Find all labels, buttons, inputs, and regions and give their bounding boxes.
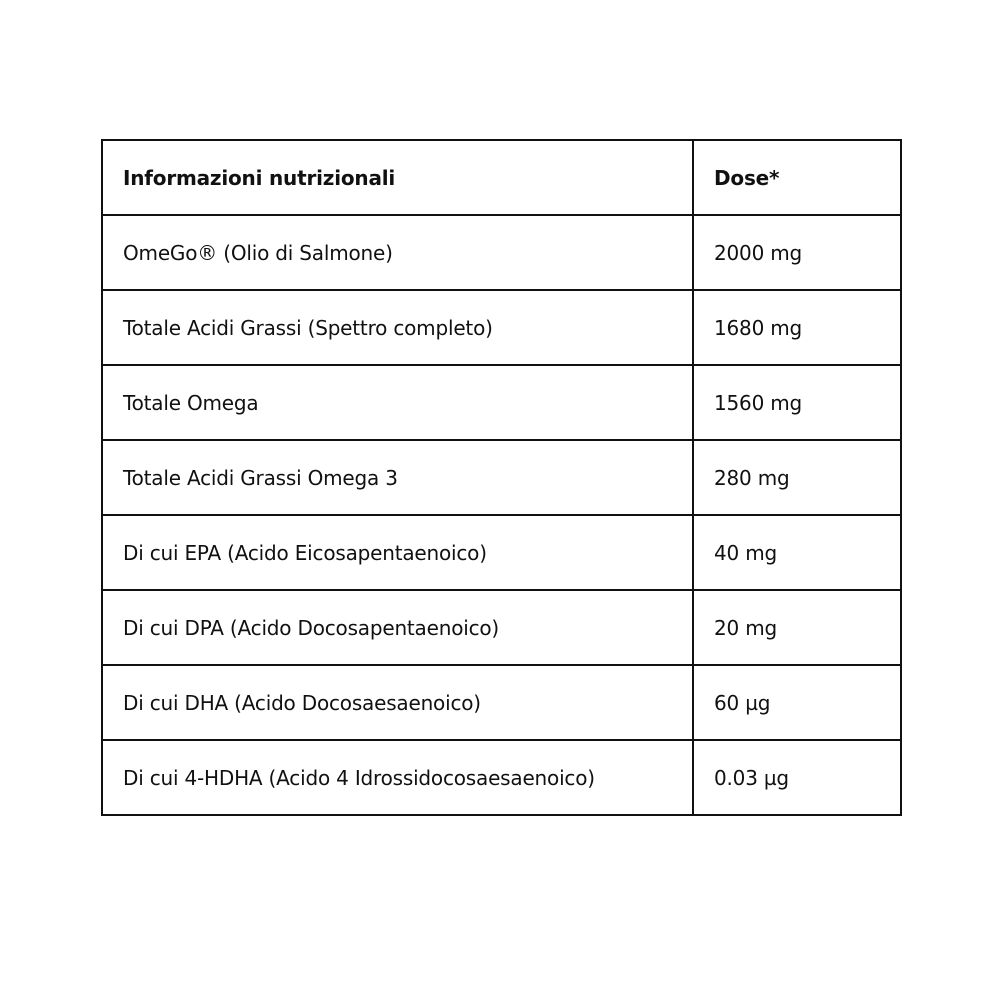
nutrient-name: Totale Omega [102,365,693,440]
table-row [102,590,901,665]
nutrient-dose: 40 mg [693,515,901,590]
table-row [102,515,901,590]
nutrient-name: OmeGo® (Olio di Salmone) [102,215,693,290]
nutrient-dose: 1560 mg [693,365,901,440]
nutrition-facts-table [101,139,902,816]
header-dose: Dose* [693,140,901,215]
nutrient-dose: 20 mg [693,590,901,665]
nutrient-name: Di cui EPA (Acido Eicosapentaenoico) [102,515,693,590]
table-row [102,215,901,290]
nutrient-dose: 1680 mg [693,290,901,365]
table-row [102,740,901,815]
nutrient-name: Totale Acidi Grassi (Spettro completo) [102,290,693,365]
nutrient-dose: 2000 mg [693,215,901,290]
nutrient-name: Di cui DPA (Acido Docosapentaenoico) [102,590,693,665]
header-nutritional-info: Informazioni nutrizionali [102,140,693,215]
nutrient-dose: 60 µg [693,665,901,740]
table-row [102,290,901,365]
table-row [102,365,901,440]
table-row [102,665,901,740]
nutrient-dose: 0.03 µg [693,740,901,815]
nutrient-dose: 280 mg [693,440,901,515]
nutrient-name: Totale Acidi Grassi Omega 3 [102,440,693,515]
nutrient-name: Di cui 4-HDHA (Acido 4 Idrossidocosaesaenoico) [102,740,693,815]
table-row [102,440,901,515]
nutrient-name: Di cui DHA (Acido Docosaesaenoico) [102,665,693,740]
table-header-row [102,140,901,215]
